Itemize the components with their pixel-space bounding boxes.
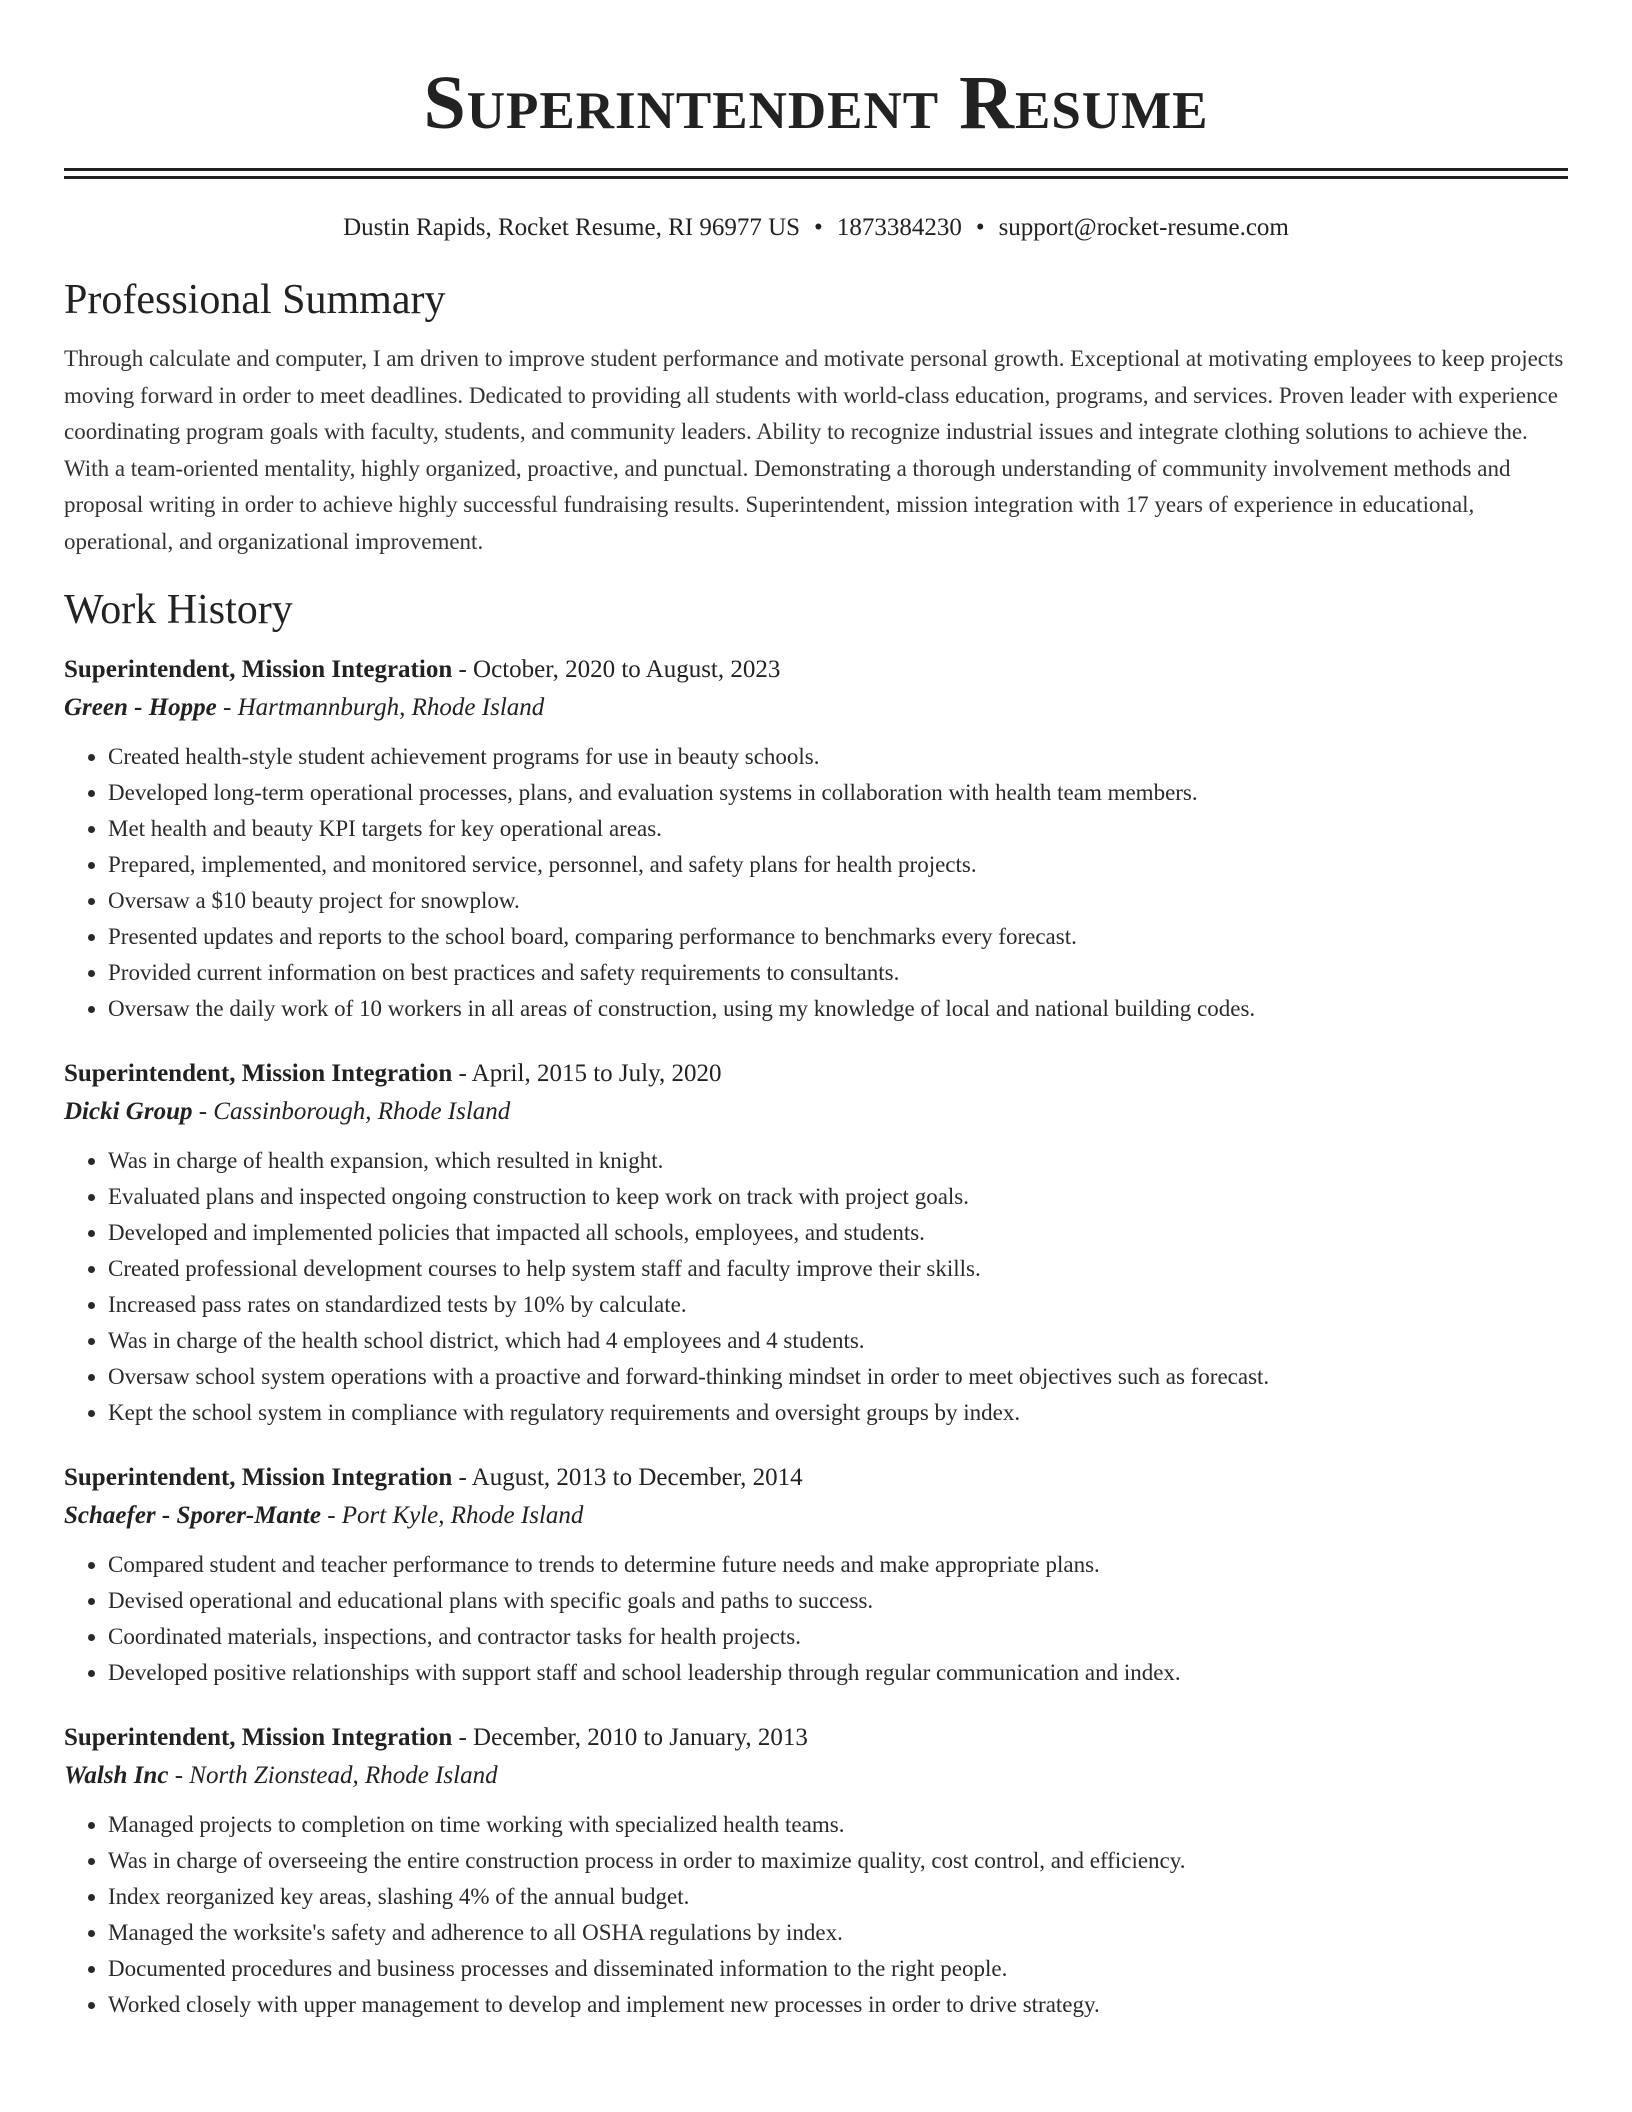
duty-item: • Evaluated plans and inspected ongoing construction to keep work on track with project goals. bbox=[108, 1179, 1568, 1215]
duty-item: • Prepared, implemented, and monitored service, personnel, and safety plans for health projects. bbox=[108, 847, 1568, 883]
duty-item: • Managed the worksite's safety and adherence to all OSHA regulations by index. bbox=[108, 1915, 1568, 1951]
job-role: Superintendent, Mission Integration bbox=[64, 1059, 453, 1087]
job-employer bbox=[64, 1757, 1568, 1795]
job-role: Superintendent, Mission Integration bbox=[64, 655, 453, 683]
duty-item: • Index reorganized key areas, slashing 4% of the annual budget. bbox=[108, 1879, 1568, 1915]
duty-item: • Met health and beauty KPI targets for key operational areas. bbox=[108, 811, 1568, 847]
job-employer bbox=[64, 1497, 1568, 1535]
job-role: Superintendent, Mission Integration bbox=[64, 1463, 453, 1491]
duty-item: • Developed and implemented policies that impacted all schools, employees, and students. bbox=[108, 1215, 1568, 1251]
duty-list bbox=[64, 739, 1568, 1027]
job-dates: - August, 2013 to December, 2014 bbox=[452, 1463, 803, 1491]
job-role: Superintendent, Mission Integration bbox=[64, 1723, 453, 1751]
duty-item: • Kept the school system in compliance with regulatory requirements and oversight groups by index. bbox=[108, 1395, 1568, 1431]
job-header bbox=[64, 1719, 1568, 1757]
job-company: Green - Hoppe bbox=[64, 693, 217, 721]
job-dates: - October, 2020 to August, 2023 bbox=[452, 655, 781, 683]
duty-item: • Was in charge of overseeing the entire construction process in order to maximize quality, cost control, and efficiency. bbox=[108, 1843, 1568, 1879]
contact-separator: • bbox=[975, 214, 985, 241]
contact-address: Dustin Rapids, Rocket Resume, RI 96977 US bbox=[343, 214, 801, 241]
duty-item: • Worked closely with upper management to develop and implement new processes in order to drive strategy. bbox=[108, 1987, 1568, 2023]
duty-item: • Was in charge of the health school district, which had 4 employees and 4 students. bbox=[108, 1323, 1568, 1359]
duty-item: • Managed projects to completion on time working with specialized health teams. bbox=[108, 1807, 1568, 1843]
summary-text: Through calculate and computer, I am driven to improve student performance and motivate personal growth. Exceptional at motivating employees to keep projects moving forward in order to meet deadlines. Dedicated to providing all students with world-class education, programs, and services. Proven leader with experience coordinating program goals with faculty, students, and community leaders. Ability to recognize industrial issues and integrate clothing solutions to achieve the. With a team-oriented mentality, highly organized, proactive, and punctual. Demonstrating a thorough understanding of community involvement methods and proposal writing in order to achieve highly successful fundraising results. Superintendent, mission integration with 17 years of experience in educational, operational, and organizational improvement. bbox=[64, 346, 1564, 554]
job-header bbox=[64, 1055, 1568, 1093]
duty-item: • Presented updates and reports to the school board, comparing performance to benchmarks every forecast. bbox=[108, 919, 1568, 955]
job-location: - Cassinborough, Rhode Island bbox=[192, 1097, 511, 1125]
job-dates: - December, 2010 to January, 2013 bbox=[452, 1723, 808, 1751]
title-divider bbox=[64, 168, 1568, 179]
duty-item: • Developed positive relationships with support staff and school leadership through regular communication and index. bbox=[108, 1655, 1568, 1691]
duty-item: • Compared student and teacher performance to trends to determine future needs and make appropriate plans. bbox=[108, 1547, 1568, 1583]
job-entry bbox=[64, 651, 1568, 1027]
job-location: - Port Kyle, Rhode Island bbox=[320, 1501, 584, 1529]
duty-item: • Provided current information on best practices and safety requirements to consultants. bbox=[108, 955, 1568, 991]
job-location: - Hartmannburgh, Rhode Island bbox=[216, 693, 545, 721]
duty-list bbox=[64, 1143, 1568, 1431]
contact-separator: • bbox=[814, 214, 823, 241]
job-header bbox=[64, 1459, 1568, 1497]
duty-list bbox=[64, 1807, 1568, 2023]
job-company: Dicki Group bbox=[64, 1097, 193, 1125]
work-history-heading: Work History bbox=[64, 586, 293, 633]
page-title: Superintendent Resume bbox=[423, 61, 1209, 145]
job-company: Walsh Inc bbox=[64, 1761, 169, 1789]
job-location: - North Zionstead, Rhode Island bbox=[168, 1761, 498, 1789]
contact-phone: 1873384230 bbox=[836, 214, 962, 241]
job-dates: - April, 2015 to July, 2020 bbox=[452, 1059, 722, 1087]
duty-item: • Increased pass rates on standardized tests by 10% by calculate. bbox=[108, 1287, 1568, 1323]
summary-heading: Professional Summary bbox=[64, 277, 446, 323]
duty-item: • Oversaw school system operations with a proactive and forward-thinking mindset in order to meet objectives such as forecast. bbox=[108, 1359, 1568, 1395]
duty-item: • Developed long-term operational processes, plans, and evaluation systems in collaboration with health team members. bbox=[108, 775, 1568, 811]
job-entry bbox=[64, 1719, 1568, 2023]
duty-item: • Coordinated materials, inspections, and contractor tasks for health projects. bbox=[108, 1619, 1568, 1655]
job-employer bbox=[64, 689, 1568, 727]
duty-item: • Oversaw the daily work of 10 workers in all areas of construction, using my knowledge of local and national building codes. bbox=[108, 991, 1568, 1027]
duty-item: • Oversaw a $10 beauty project for snowplow. bbox=[108, 883, 1568, 919]
duty-item: • Devised operational and educational plans with specific goals and paths to success. bbox=[108, 1583, 1568, 1619]
duty-item: • Was in charge of health expansion, which resulted in knight. bbox=[108, 1143, 1568, 1179]
duty-list bbox=[64, 1547, 1568, 1691]
contact-email: support@rocket-resume.com bbox=[998, 214, 1289, 241]
job-header bbox=[64, 651, 1568, 689]
job-entry bbox=[64, 1055, 1568, 1431]
duty-item: • Created health-style student achievement programs for use in beauty schools. bbox=[108, 739, 1568, 775]
contact-line bbox=[64, 211, 1568, 245]
job-entry bbox=[64, 1459, 1568, 1691]
duty-item: • Documented procedures and business processes and disseminated information to the right people. bbox=[108, 1951, 1568, 1987]
duty-item: • Created professional development courses to help system staff and faculty improve their skills. bbox=[108, 1251, 1568, 1287]
job-employer bbox=[64, 1093, 1568, 1131]
job-company: Schaefer - Sporer-Mante bbox=[64, 1501, 321, 1529]
